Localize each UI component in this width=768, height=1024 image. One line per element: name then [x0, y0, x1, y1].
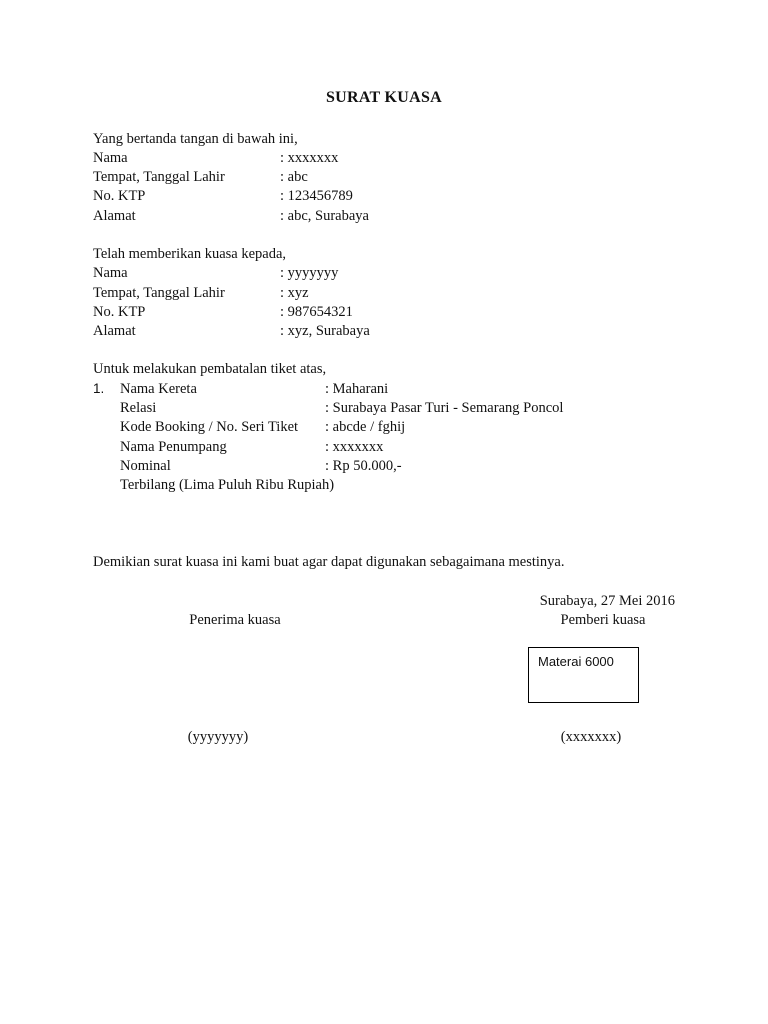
nominal-value: : Rp 50.000,- — [325, 458, 402, 474]
nominal-label: Nominal — [120, 458, 171, 474]
grantor-name-value: : xxxxxxx — [280, 150, 339, 166]
stamp-duty-label: Materai 6000 — [538, 654, 614, 669]
stamp-duty-box — [528, 647, 639, 703]
train-name-label: Nama Kereta — [120, 381, 197, 397]
giver-name: (xxxxxxx) — [560, 729, 622, 745]
booking-code-label: Kode Booking / No. Seri Tiket — [120, 419, 299, 435]
amount-in-words: Terbilang (Lima Puluh Ribu Rupiah) — [120, 477, 335, 493]
grantor-name-label: Nama — [93, 150, 128, 166]
passenger-name-label: Nama Penumpang — [120, 439, 227, 455]
grantee-address-value: : xyz, Surabaya — [280, 323, 370, 339]
receiver-name: (yyyyyyy) — [187, 729, 249, 745]
grantor-birth-label: Tempat, Tanggal Lahir — [93, 169, 225, 185]
grantee-ktp-value: : 987654321 — [280, 304, 353, 320]
grantee-address-label: Alamat — [93, 323, 136, 339]
grantee-name-value: : yyyyyyy — [280, 265, 339, 281]
train-name-value: : Maharani — [325, 381, 389, 397]
document-title: SURAT KUASA — [325, 89, 443, 106]
purpose-intro-text: Untuk melakukan pembatalan tiket atas, — [93, 361, 327, 377]
grantor-ktp-value: : 123456789 — [280, 188, 353, 204]
grantor-address-value: : abc, Surabaya — [280, 208, 369, 224]
grantee-name-label: Nama — [93, 265, 128, 281]
grantee-intro-text: Telah memberikan kuasa kepada, — [93, 246, 287, 262]
grantor-birth-value: : abc — [280, 169, 308, 185]
booking-code-value: : abcde / fghij — [325, 419, 406, 435]
list-number: 1. — [93, 381, 105, 396]
grantee-birth-value: : xyz — [280, 285, 309, 301]
grantor-ktp-label: No. KTP — [93, 188, 146, 204]
route-value: : Surabaya Pasar Turi - Semarang Poncol — [325, 400, 564, 416]
closing-text: Demikian surat kuasa ini kami buat agar dapat digunakan sebagaimana mestinya. — [93, 554, 565, 570]
grantor-address-label: Alamat — [93, 208, 136, 224]
place-date: Surabaya, 27 Mei 2016 — [539, 593, 675, 609]
route-label: Relasi — [120, 400, 157, 416]
intro-text: Yang bertanda tangan di bawah ini, — [93, 131, 298, 147]
receiver-label: Penerima kuasa — [189, 612, 281, 628]
passenger-name-value: : xxxxxxx — [325, 439, 384, 455]
giver-label: Pemberi kuasa — [560, 612, 646, 628]
grantee-ktp-label: No. KTP — [93, 304, 146, 320]
grantee-birth-label: Tempat, Tanggal Lahir — [93, 285, 225, 301]
